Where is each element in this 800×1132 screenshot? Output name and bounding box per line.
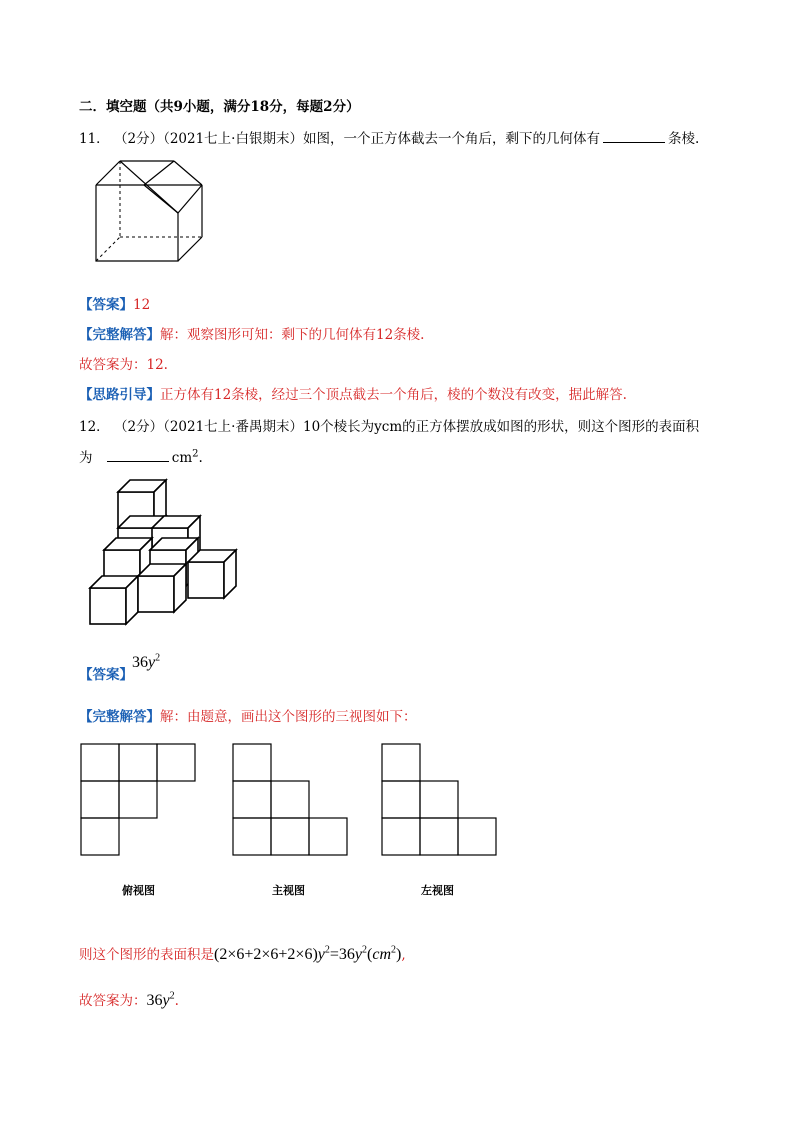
surface-unit-close: ) [396,946,402,963]
surface-power2: 2 [362,944,368,956]
surface-power: 2 [324,944,330,956]
q11-hint [79,386,627,404]
q11-hint-tag: 【思路引导】 [79,387,160,403]
q12-answer-blank [107,449,169,462]
surface-end: , [401,947,406,963]
q11-solution-tag: 【完整解答】 [79,327,160,343]
cube-row3-c [188,550,236,598]
front-view [233,744,347,855]
left-view [382,744,496,855]
q12-line2-suffix: . [198,450,203,466]
q12-solution [79,708,417,726]
q11-hint-text: 正方体有12条棱，经过三个顶点截去一个角后，棱的个数没有改变，据此解答. [160,387,627,403]
q11-solution [79,326,424,344]
surface-var2: y [354,946,363,963]
top-view-label: 俯视图 [122,884,155,897]
q11-source: （2021七上·白银期末） [163,131,303,147]
q12-answer-var: y [148,654,156,671]
question-11 [79,130,699,148]
surface-var: y [317,946,325,963]
q11-answer-blank [603,130,665,143]
surface-unit: cm [372,946,392,963]
q12-score: （2分） [113,419,164,435]
front-view-label: 主视图 [272,884,305,897]
q12-conclusion-end: . [174,993,179,1009]
q12-cubes-figure [90,478,250,628]
surface-area-line [79,944,406,964]
q12-source: （2021七上·番禺期末） [163,419,303,435]
q11-conclusion: 故答案为：12. [79,357,168,373]
q12-conclusion [79,990,179,1010]
q12-answer [79,666,133,684]
left-view-label: 左视图 [421,884,454,897]
surface-eq: =36 [329,946,355,963]
q11-score: （2分） [113,131,164,147]
q11-answer-value: 12 [133,297,151,313]
cube-bottom-b [138,564,186,612]
q11-solution-text: 解：观察图形可知：剩下的几何体有12条棱. [160,327,425,343]
q12-unit: cm [171,450,193,466]
q11-text-after: 条棱. [667,131,700,147]
q12-conclusion-power: 2 [169,990,175,1002]
surface-unit-open: ( [367,946,373,963]
question-12 [79,418,699,436]
top-view [81,744,195,855]
q12-line2-prefix: 为 [79,450,93,466]
q12-unit-power: 2 [192,448,199,460]
q12-answer-power: 2 [155,652,161,664]
q11-cube-figure [92,155,212,265]
surface-unit-power: 2 [391,944,397,956]
q12-solution-text: 解：由题意，画出这个图形的三视图如下： [160,709,417,725]
section-title: 二．填空题（共9小题，满分18分，每题2分） [79,99,360,115]
q11-answer-tag: 【答案】 [79,297,133,313]
q12-answer-coef: 36 [132,654,148,671]
q11-number: 11． [79,131,110,147]
q12-text: 10个棱长为ycm的正方体摆放成如图的形状，则这个图形的表面积 [302,419,700,435]
q12-conclusion-coef: 36 [146,992,163,1009]
q11-text: 如图，一个正方体截去一个角后，剩下的几何体有 [302,131,600,147]
surface-text: 则这个图形的表面积是 [79,947,214,963]
q12-conclusion-var: y [162,992,170,1009]
three-views-figure [81,744,521,864]
q12-answer-tag: 【答案】 [79,667,133,683]
q12-line2 [79,449,203,467]
surface-expr: (2×6+2×6+2×6) [214,946,318,963]
q12-answer-expr [132,654,160,672]
q12-conclusion-prefix: 故答案为： [79,993,147,1009]
q12-solution-tag: 【完整解答】 [79,709,160,725]
cube-bottom-a [90,576,138,624]
q11-answer [79,296,150,314]
q12-number: 12． [79,419,110,435]
